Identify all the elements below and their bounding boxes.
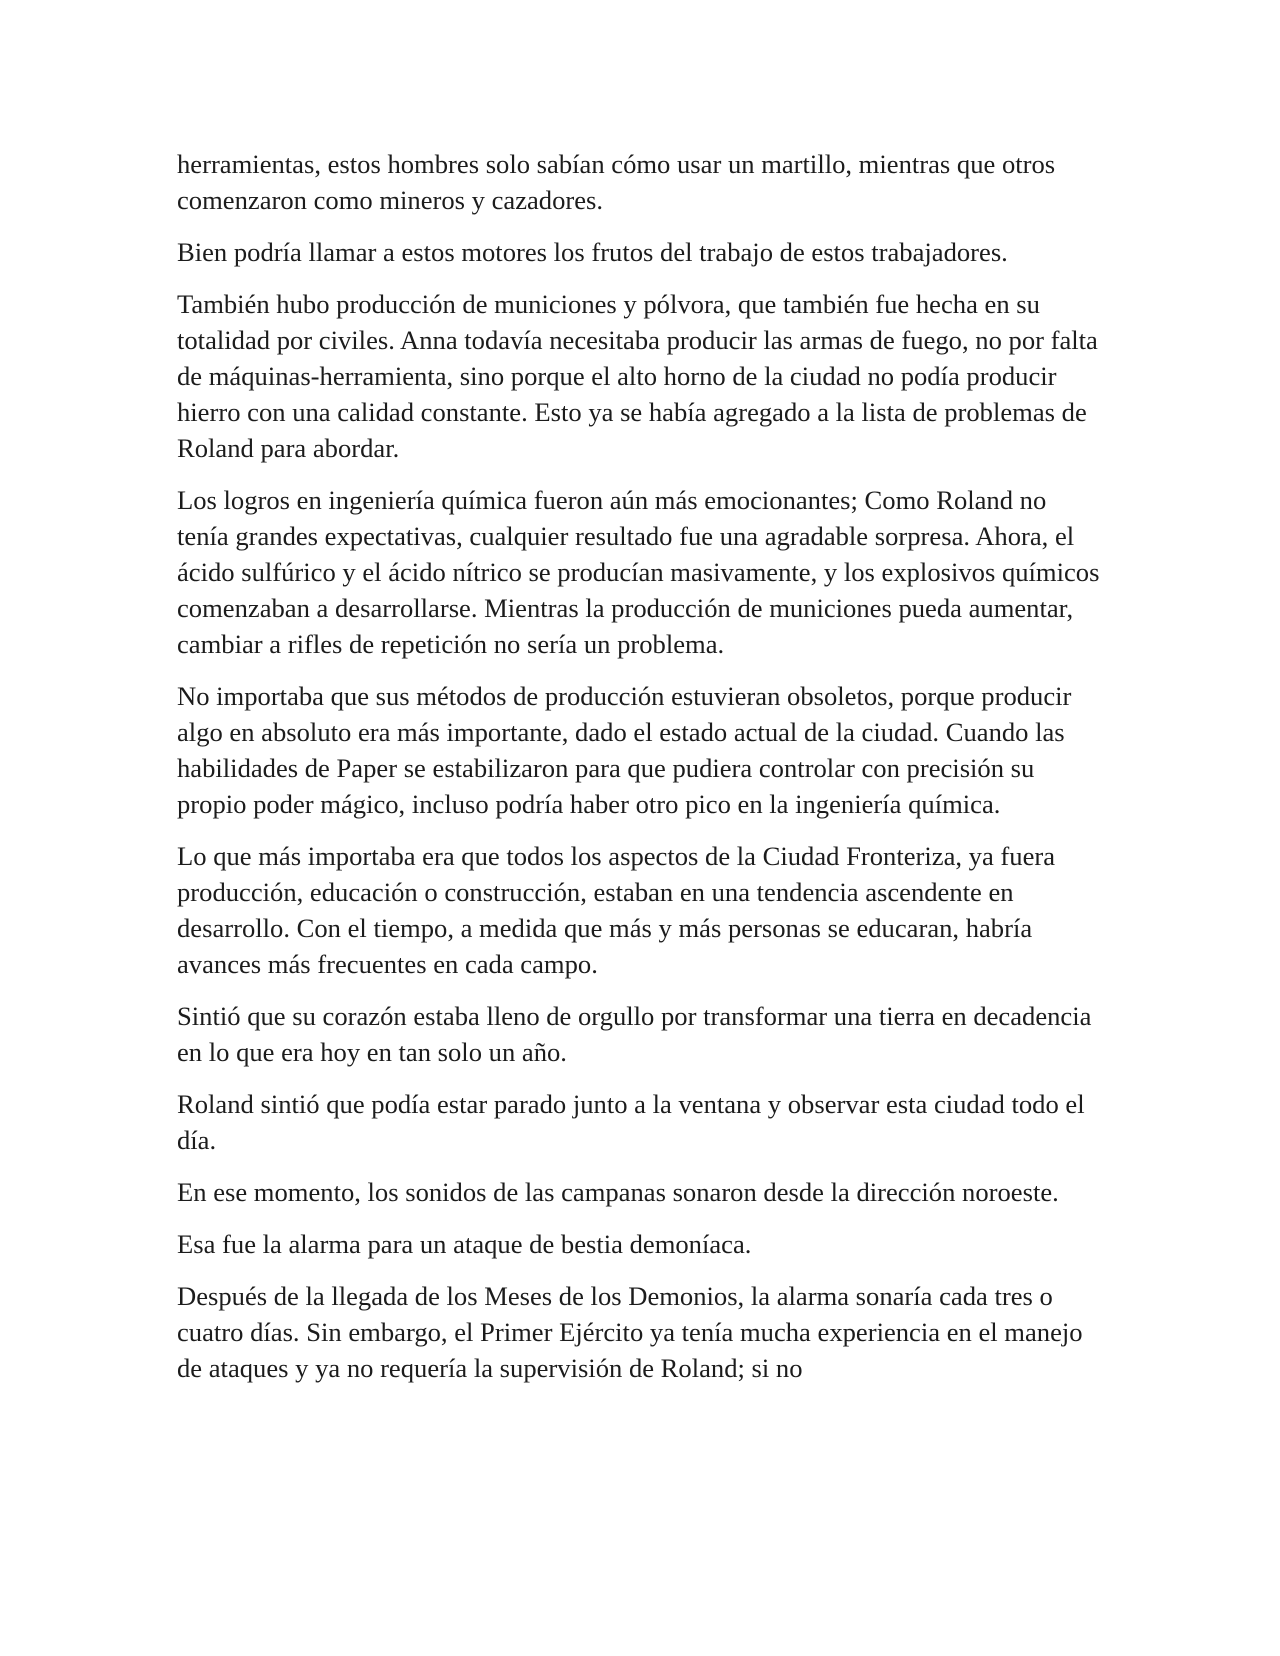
paragraph-9: En ese momento, los sonidos de las campanas sonaron desde la dirección noroeste. [177,1177,1059,1207]
paragraph-4: Los logros en ingeniería química fueron aún más emocionantes; Como Roland no tenía grandes expectativas, cualquier resultado fue una agradable sorpresa. Ahora, el ácido sulfúrico y el ácido nítrico se producían masivamente, y los explosivos químicos comenzaban a desarrollarse. Mientras la producción de municiones pueda aumentar, cambiar a rifles de repetición no sería un problema. [177,485,1100,659]
paragraph-10: Esa fue la alarma para un ataque de bestia demoníaca. [177,1229,752,1259]
paragraph-2: Bien podría llamar a estos motores los frutos del trabajo de estos trabajadores. [177,237,1008,267]
body-text [177,146,1102,1402]
paragraph-8: Roland sintió que podía estar parado junto a la ventana y observar esta ciudad todo el día. [177,1089,1085,1155]
paragraph-1: herramientas, estos hombres solo sabían cómo usar un martillo, mientras que otros comenzaron como mineros y cazadores. [177,149,1056,215]
paragraph-3: También hubo producción de municiones y pólvora, que también fue hecha en su totalidad por civiles. Anna todavía necesitaba producir las armas de fuego, no por falta de máquinas-herramienta, sino porque el alto horno de la ciudad no podía producir hierro con una calidad constante. Esto ya se había agregado a la lista de problemas de Roland para abordar. [177,289,1098,463]
paragraph-6: Lo que más importaba era que todos los aspectos de la Ciudad Fronteriza, ya fuera producción, educación o construcción, estaban en una tendencia ascendente en desarrollo. Con el tiempo, a medida que más y más personas se educaran, habría avances más frecuentes en cada campo. [177,841,1056,979]
paragraph-11: Después de la llegada de los Meses de los Demonios, la alarma sonaría cada tres o cuatro días. Sin embargo, el Primer Ejército ya tenía mucha experiencia en el manejo de ataques y ya no requería la supervisión de Roland; si no [177,1281,1083,1383]
paragraph-7: Sintió que su corazón estaba lleno de orgullo por transformar una tierra en decadencia en lo que era hoy en tan solo un año. [177,1001,1092,1067]
paragraph-5: No importaba que sus métodos de producción estuvieran obsoletos, porque producir algo en absoluto era más importante, dado el estado actual de la ciudad. Cuando las habilidades de Paper se estabilizaron para que pudiera controlar con precisión su propio poder mágico, incluso podría haber otro pico en la ingeniería química. [177,681,1072,819]
